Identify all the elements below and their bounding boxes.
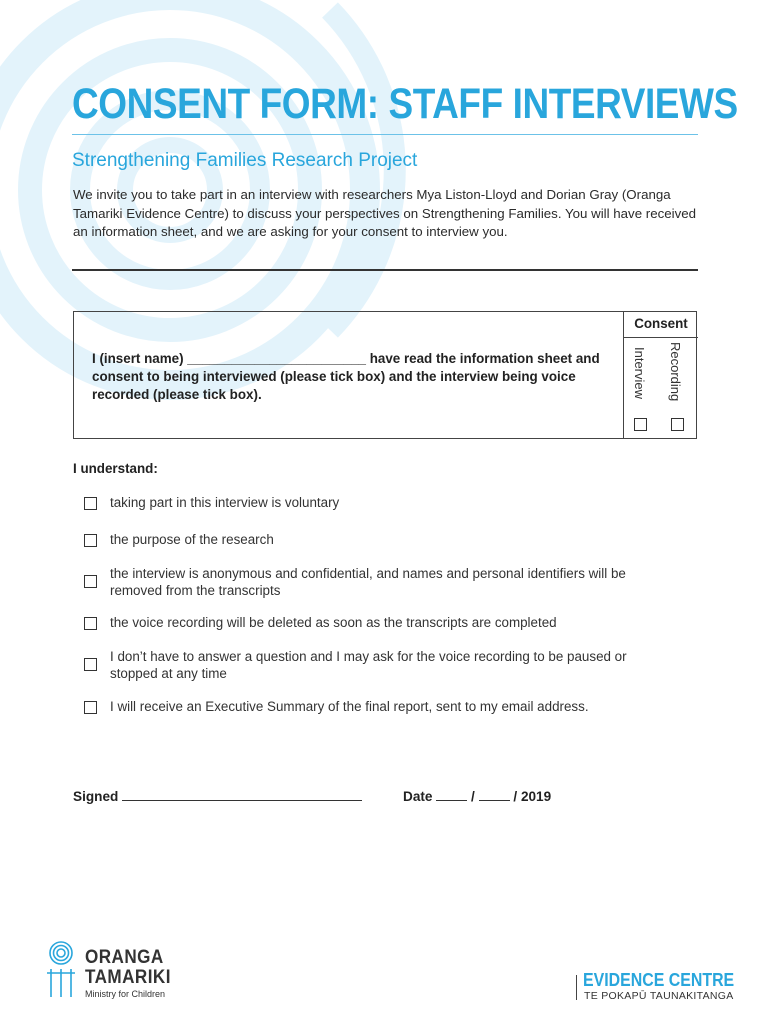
interview-column-label: Interview xyxy=(632,347,647,400)
pause-checkbox[interactable] xyxy=(84,658,97,671)
recording-consent-checkbox[interactable] xyxy=(671,418,684,431)
logo-oranga: ORANGA xyxy=(85,947,164,968)
interview-consent-checkbox[interactable] xyxy=(634,418,647,431)
understand-item-anonymous: the interview is anonymous and confidential, and names and personal identifiers will be removed from the transcripts xyxy=(110,566,626,598)
name-blank[interactable]: ________________________ xyxy=(187,351,366,366)
section-divider xyxy=(72,269,698,271)
understand-item-pause: I don’t have to answer a question and I may ask for the voice recording to be paused or stopped at any time xyxy=(110,649,627,681)
recording-column-label: Recording xyxy=(668,342,683,402)
date-month-blank[interactable] xyxy=(479,800,510,801)
signature-line[interactable] xyxy=(122,800,362,801)
summary-checkbox[interactable] xyxy=(84,701,97,714)
understand-item-voluntary: taking part in this interview is voluntary xyxy=(110,495,340,510)
date-label: Date xyxy=(403,789,433,804)
signature-field xyxy=(73,789,362,804)
page-title: CONSENT FORM: STAFF INTERVIEWS xyxy=(72,80,738,128)
understand-item-purpose: the purpose of the research xyxy=(110,532,274,547)
understand-item-summary: I will receive an Executive Summary of the final report, sent to my email address. xyxy=(110,699,589,714)
deletion-checkbox[interactable] xyxy=(84,617,97,630)
understand-heading: I understand: xyxy=(73,461,158,476)
oranga-tamariki-logo-icon xyxy=(46,940,76,1000)
purpose-checkbox[interactable] xyxy=(84,534,97,547)
signed-label: Signed xyxy=(73,789,119,804)
voluntary-checkbox[interactable] xyxy=(84,497,97,510)
understand-item-deletion: the voice recording will be deleted as soon as the transcripts are completed xyxy=(110,615,557,630)
consent-text-end: have read the information sheet and consent to being interviewed (please tick box) and the interview being voice recorded (please tick box). xyxy=(92,351,600,402)
date-year: 2019 xyxy=(520,789,552,804)
evidence-centre-bar xyxy=(576,975,577,1000)
title-divider xyxy=(72,134,698,135)
consent-table xyxy=(73,311,697,439)
consent-text-start: I (insert name) xyxy=(92,351,188,366)
intro-paragraph: We invite you to take part in an interview with researchers Mya Liston-Lloyd and Dorian Gray (Oranga Tamariki Evidence Centre) to discuss your perspectives on Strengthening Families. You will have received an information sheet, and we are asking for your consent to interview you. xyxy=(73,187,697,239)
project-subtitle: Strengthening Families Research Project xyxy=(72,150,418,171)
evidence-centre-subtitle: TE POKAPŪ TAUNAKITANGA xyxy=(584,990,734,1002)
anonymous-checkbox[interactable] xyxy=(84,575,97,588)
date-field xyxy=(403,789,551,804)
date-day-blank[interactable] xyxy=(436,800,467,801)
consent-statement xyxy=(92,350,622,404)
evidence-centre-title: EVIDENCE CENTRE xyxy=(583,969,735,990)
logo-tamariki: TAMARIKI xyxy=(85,967,171,988)
consent-column xyxy=(623,312,698,438)
logo-ministry: Ministry for Children xyxy=(85,989,166,999)
date-separator: / xyxy=(513,789,518,804)
consent-header: Consent xyxy=(624,312,698,338)
date-separator: / xyxy=(471,789,475,804)
